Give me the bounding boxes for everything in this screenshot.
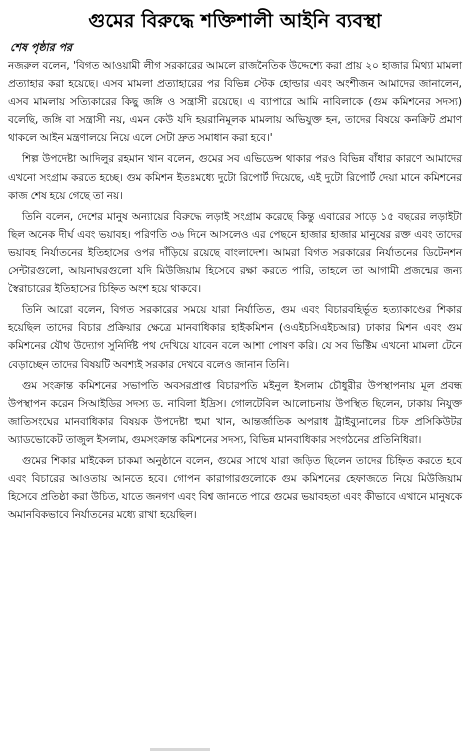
article-paragraph: তিনি বলেন, দেশের মানুষ অন্যায়ের বিরুদ্ধে লড়াই সংগ্রাম করেছে কিন্তু এবারের সাড়ে ১৫ বছরের লড়াইটা ছিল অনেক দীর্ঘ এবং ভয়াবহ। পরিণতি ৩৬ দিনে আসলেও এর পেছনে হাজার হাজার মানুষের রক্ত এবং তাদের ভয়াবহ নির্যাতনের ইতিহাসের ওপর দাঁড়িয়ে রয়েছে বাংলাদেশ। আমরা বিগত সরকারের নির্যাতনের ডিটেনশন সেন্টারগুলো, আয়নাঘরগুলো যদি মিউজিয়াম হিসেবে রক্ষা করতে পারি, তাহলে তা আগামী প্রজন্মের জন্য স্বৈরাচারের ইতিহাসের চিহ্নিত অংশ হয়ে থাকবে। bbox=[8, 210, 462, 296]
article-paragraph: তিনি আরো বলেন, বিগত সরকারের সময়ে যারা নির্যাতিত, গুম এবং বিচারবহির্ভূত হত্যাকাণ্ডের শিকার হয়েছিল তাদের বিচার প্রক্রিয়ার ক্ষেত্রে মানবাধিকার হাইকমিশন (ওএইচসিএইচআর) ঢাকার মিশন এবং গুম কমিশনের যৌথ উদ্যোগ সুনির্দিষ্ট পথ দেখিয়ে যাবেন বলে আশা পোষণ করি। যে সব ভিক্টিম এখনো মামলা টেনে বেড়াচ্ছেন তাদের বিষয়টি অবশ্যই সরকার দেখবে বলেও জানান তিনি। bbox=[8, 304, 462, 371]
article-paragraph: শিল্প উপদেষ্টা আদিলুর রহমান খান বলেন, গুমের সব এভিডেন্স থাকার পরও বিভিন্ন বাঁধার কারণে আমাদের এখনো সংগ্রাম করতে হচ্ছে। গুম কমিশন ইতঃমধ্যে দুটো রিপোর্ট দিয়েছে, এই দুটো রিপোর্ট দেয়া মানে কমিশনের কাজ শেষ হয়ে গেছে তা নয়। bbox=[8, 153, 462, 202]
article-paragraph: নজরুল বলেন, 'বিগত আওয়ামী লীগ সরকারের আমলে রাজনৈতিক উদ্দেশ্যে করা প্রায় ২০ হাজার মিথ্যা মামলা প্রত্যাহার করা হয়েছে। এসব মামলা প্রত্যাহারের পর বিভিন্ন স্টেক হোল্ডার এবং অংশীজন আমাদের জানালেন, এসব মামলায় সত্যিকারের কিছু জঙ্গি ও সন্ত্রাসী রয়েছে। এ ব্যাপারে আমি নাবিলাকে (গুম কমিশনের সদস্য) বলেছি, জঙ্গি বা সন্ত্রাসী নয়, এমন কেউ যদি হয়রানিমূলক মামলায় অভিযুক্ত হন, তাদের বিষয়ে কনক্রিট প্রমাণ থাকলে আইন মন্ত্রণালয়ে নিয়ে এলে সেটা দ্রুত সমাধান করা হবে।' bbox=[8, 60, 462, 145]
article-paragraph: গুম সংক্রান্ত কমিশনের সভাপতি অবসরপ্রাপ্ত বিচারপতি মইনুল ইসলাম চৌধুরীর উপস্থাপনায় মূল প্রবন্ধ উপস্থাপন করেন সিআইডির সদস্য ড. নাবিলা ইদ্রিস। গোলটেবিল আলোচনায় উপস্থিত ছিলেন, ঢাকায় নিযুক্ত জাতিসংঘের মানবাধিকার বিষয়ক উপদেষ্টা হুমা খান, আন্তর্জাতিক অপরাধ ট্রাইব্যুনালের চিফ প্রসিকিউটর অ্যাডভোকেট তাজুল ইসলাম, গুমসংক্রান্ত কমিশনের সদস্য, বিভিন্ন মানবাধিকার সংগঠনের প্রতিনিধিরা। bbox=[8, 379, 462, 446]
continuation-label: শেষ পৃষ্ঠার পর bbox=[10, 41, 73, 54]
article-paragraph: গুমের শিকার মাইকেল চাকমা অনুষ্ঠানে বলেন, গুমের সাথে যারা জড়িত ছিলেন তাদের চিহ্নিত করতে হবে এবং বিচারের আওতায় আনতে হবে। গোপন কারাগারগুলোকে গুম কমিশনের হেফাজতে নিয়ে মিউজিয়াম হিসেবে প্রতিষ্ঠা করা উচিত, যাতে জনগণ এবং বিশ্ব জানতে পারে গুমের ভয়াবহতা এবং কীভাবে এখানে মানুষকে অমানবিকভাবে নির্যাতনের মধ্যে রাখা হয়েছিল। bbox=[8, 454, 462, 522]
article-headline: গুমের বিরুদ্ধে শক্তিশালী আইনি ব্যবস্থা bbox=[88, 10, 382, 32]
